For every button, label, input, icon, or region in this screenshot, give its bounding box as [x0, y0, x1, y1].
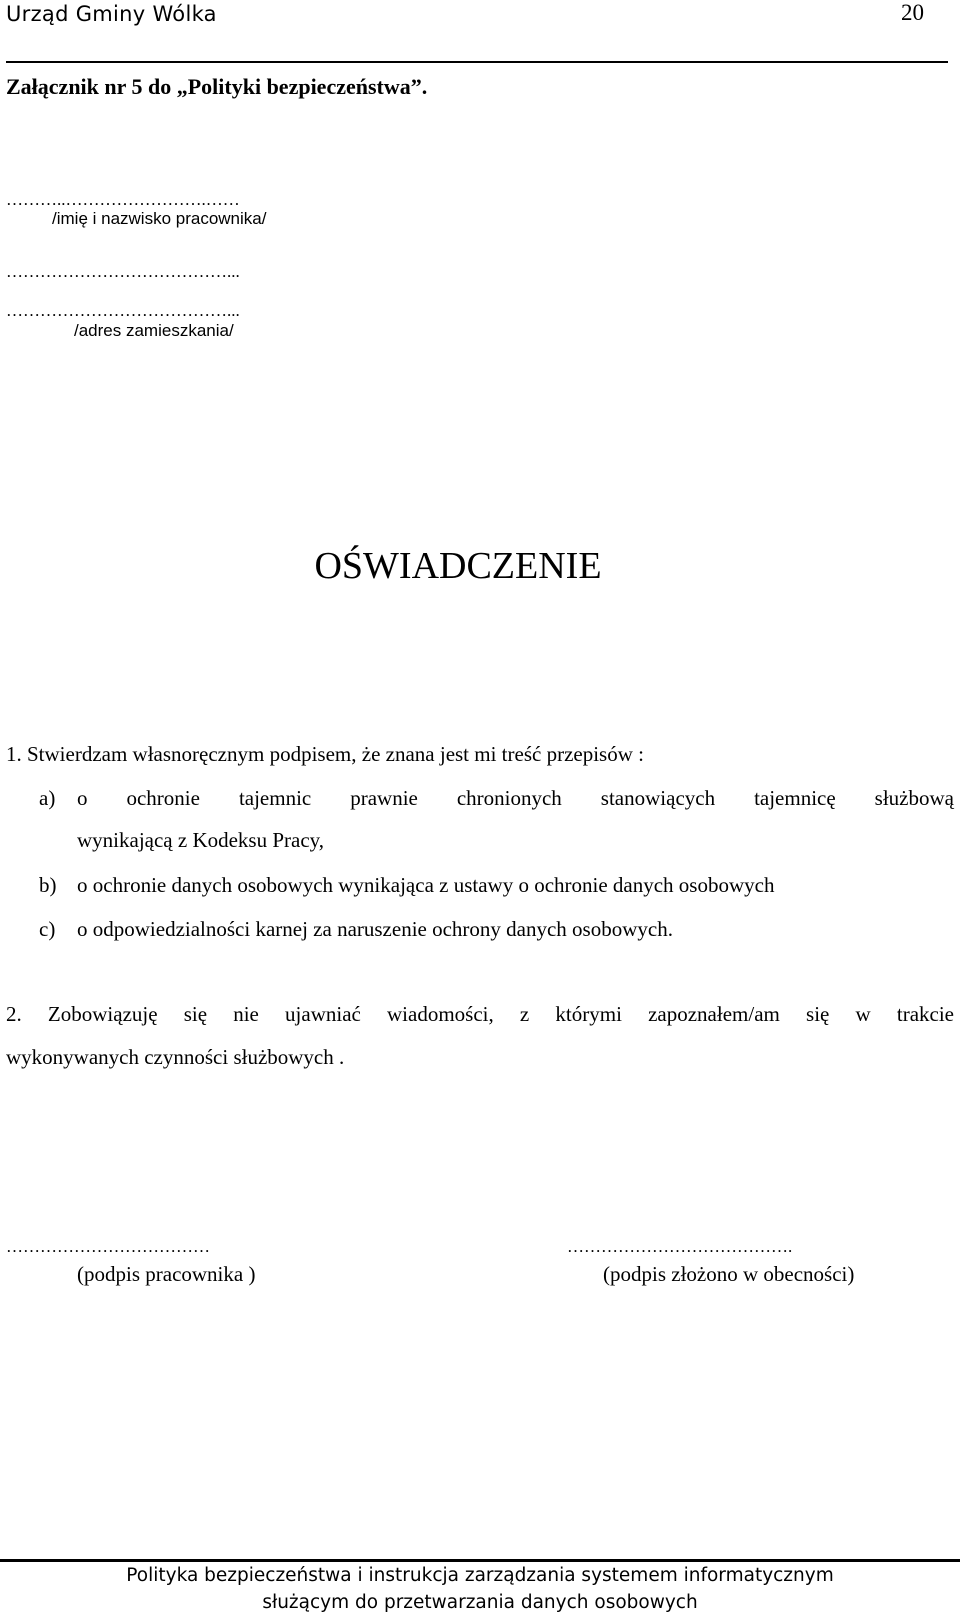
list-item-a-label: a): [39, 786, 56, 810]
signature-left-dots: ………………………………: [6, 1237, 210, 1256]
list-item-c-text: o odpowiedzialności karnej za naruszenie ochrony danych osobowych.: [77, 917, 673, 941]
name-label: /imię i nazwisko pracownika/: [52, 209, 267, 228]
signature-right-dots: ………………………………….: [567, 1237, 793, 1256]
header-office: Urząd Gminy Wólka: [6, 2, 217, 26]
list-item-a-line1: o ochronie tajemnic prawnie chronionych stanowiących tajemnicę służbową: [77, 786, 954, 810]
footer-line-2: służącym do przetwarzania danych osobowych: [262, 1592, 698, 1613]
point2-line2: wykonywanych czynności służbowych .: [6, 1045, 345, 1069]
point2-line1: 2. Zobowiązuję się nie ujawniać wiadomości, z którymi zapoznałem/am się w trakcie: [6, 1002, 954, 1026]
address-dots-2: …………………………………...: [6, 301, 240, 320]
address-label: /adres zamieszkania/: [74, 321, 234, 340]
list-item-c-label: c): [39, 917, 56, 941]
header-rule: [6, 61, 948, 63]
address-dots-1: …………………………………...: [6, 262, 240, 281]
document-title: OŚWIADCZENIE: [314, 545, 602, 587]
name-dots: ………..…………………….……: [6, 190, 240, 209]
page-number: 20: [901, 0, 924, 25]
signature-right-label: (podpis złożono w obecności): [603, 1262, 855, 1286]
list-item-b-text: o ochronie danych osobowych wynikająca z ustawy o ochronie danych osobowych: [77, 873, 775, 897]
annex-title: Załącznik nr 5 do „Polityki bezpieczeństwa”.: [6, 74, 428, 99]
list-item-b-label: b): [39, 873, 57, 897]
list-item-a-line2: wynikającą z Kodeksu Pracy,: [77, 828, 325, 852]
point1-intro: 1. Stwierdzam własnoręcznym podpisem, że znana jest mi treść przepisów :: [6, 742, 644, 766]
footer-rule: [0, 1559, 960, 1562]
footer-line-1: Polityka bezpieczeństwa i instrukcja zarządzania systemem informatycznym: [126, 1565, 834, 1586]
signature-left-label: (podpis pracownika ): [77, 1262, 256, 1286]
